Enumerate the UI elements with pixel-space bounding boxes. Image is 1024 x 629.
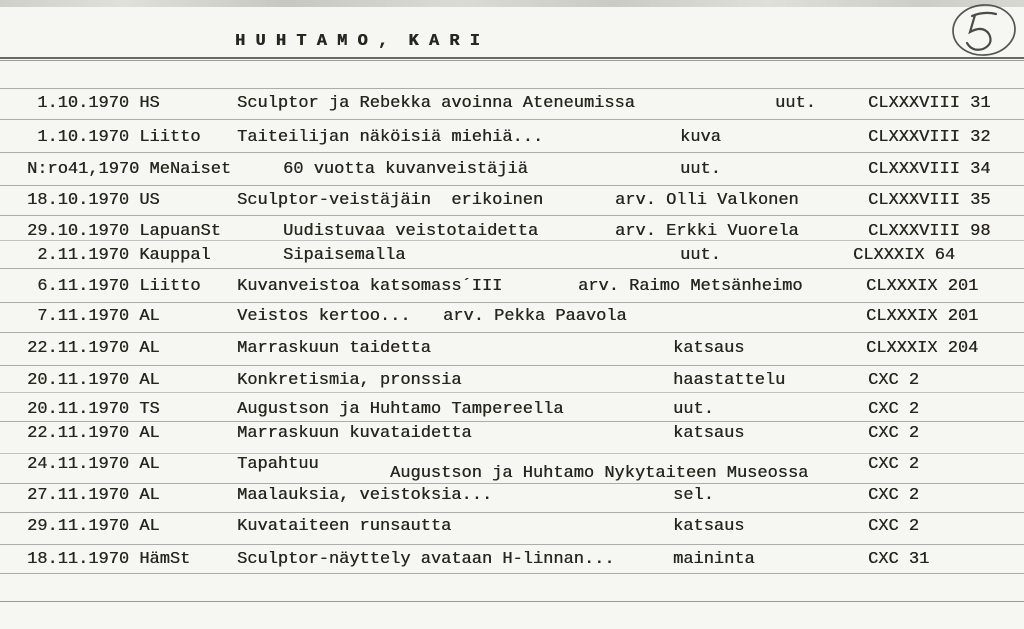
entry-annotation: uut. <box>775 94 816 113</box>
entry-annotation: katsaus <box>673 339 745 358</box>
table-row <box>0 94 1024 114</box>
entry-reference: CXC 2 <box>868 517 920 536</box>
entry-title: Konkretismia, pronssia <box>237 371 462 390</box>
entry-reference: CLXXXIX 204 <box>866 339 979 358</box>
table-row <box>0 222 1024 242</box>
rule-line <box>0 392 1024 393</box>
entry-reference: CXC 31 <box>868 550 930 569</box>
scan-edge-artifact <box>0 0 1024 7</box>
table-row <box>0 455 1024 483</box>
entry-date-source: 2.11.1970 Kauppal <box>27 246 211 265</box>
entry-reference: CXC 2 <box>868 400 920 419</box>
rule-line <box>0 152 1024 153</box>
rule-line <box>0 185 1024 186</box>
title-rule-line-2 <box>0 60 1024 61</box>
entry-title: Sculptor ja Rebekka avoinna Ateneumissa <box>237 94 635 113</box>
rule-line <box>0 88 1024 89</box>
table-row <box>0 128 1024 148</box>
rule-line <box>0 119 1024 120</box>
table-row <box>0 424 1024 444</box>
rule-line <box>0 421 1024 422</box>
entry-date-source: 22.11.1970 AL <box>27 339 160 358</box>
rule-line <box>0 544 1024 545</box>
entry-date-source: 1.10.1970 Liitto <box>27 128 201 147</box>
table-row <box>0 307 1024 327</box>
entry-reference: CLXXXIX 201 <box>866 277 979 296</box>
rule-line <box>0 365 1024 366</box>
entry-date-source: 29.11.1970 AL <box>27 517 160 536</box>
entry-date-source: 20.11.1970 AL <box>27 371 160 390</box>
entry-reference: CLXXXIX 64 <box>853 246 956 265</box>
entry-annotation: katsaus <box>673 424 745 443</box>
entry-title: Kuvanveistoa katsomass´III <box>237 277 503 296</box>
rule-line <box>0 601 1024 602</box>
entry-date-source: 22.11.1970 AL <box>27 424 160 443</box>
entry-reference: CXC 2 <box>868 486 920 505</box>
rule-line <box>0 268 1024 269</box>
entry-annotation: kuva <box>680 128 721 147</box>
table-row <box>0 550 1024 570</box>
title-rule-line <box>0 57 1024 59</box>
entry-title: Veistos kertoo... <box>237 307 411 326</box>
rule-line <box>0 332 1024 333</box>
entry-reference: CLXXXVIII 32 <box>868 128 991 147</box>
entry-annotation: arv. Erkki Vuorela <box>615 222 799 241</box>
entry-annotation: katsaus <box>673 517 745 536</box>
entry-date-source: 20.11.1970 TS <box>27 400 160 419</box>
entry-date-source: 29.10.1970 LapuanSt <box>27 222 221 241</box>
entry-date-source: 24.11.1970 AL <box>27 455 160 474</box>
entry-title: Sculptor-näyttely avataan H-linnan... <box>237 550 615 569</box>
table-row <box>0 277 1024 297</box>
table-row <box>0 339 1024 359</box>
entry-title: Kuvataiteen runsautta <box>237 517 452 536</box>
entry-title: Sculptor-veistäjäin erikoinen <box>237 191 544 210</box>
rule-line <box>0 453 1024 454</box>
entry-title-continued: Augustson ja Huhtamo Nykytaiteen Museossa <box>390 464 809 483</box>
table-row <box>0 246 1024 266</box>
entry-reference: CXC 2 <box>868 371 920 390</box>
entry-annotation: uut. <box>680 246 721 265</box>
entry-annotation: arv. Raimo Metsänheimo <box>578 277 803 296</box>
rule-line <box>0 302 1024 303</box>
entry-title: Tapahtuu <box>237 455 319 474</box>
entry-title: Maalauksia, veistoksia... <box>237 486 493 505</box>
entry-date-source: 27.11.1970 AL <box>27 486 160 505</box>
entry-title: Taiteilijan näköisiä miehiä... <box>237 128 544 147</box>
entry-title: Uudistuvaa veistotaidetta <box>283 222 539 241</box>
entry-date-source: 18.10.1970 US <box>27 191 160 210</box>
entry-reference: CLXXXVIII 35 <box>868 191 991 210</box>
entry-reference: CLXXXIX 201 <box>866 307 979 326</box>
entry-annotation: uut. <box>680 160 721 179</box>
entry-annotation: maininta <box>673 550 755 569</box>
entry-date-source: 7.11.1970 AL <box>27 307 160 326</box>
entry-title: 60 vuotta kuvanveistäjiä <box>283 160 528 179</box>
table-row <box>0 160 1024 180</box>
rule-line <box>0 215 1024 216</box>
table-row <box>0 371 1024 391</box>
entry-date-source: 18.11.1970 HämSt <box>27 550 191 569</box>
entry-date-source: 1.10.1970 HS <box>27 94 160 113</box>
page-title: H U H T A M O , K A R I <box>235 32 480 51</box>
table-row <box>0 517 1024 537</box>
entry-annotation: arv. Olli Valkonen <box>615 191 799 210</box>
entry-reference: CLXXXVIII 31 <box>868 94 991 113</box>
entry-annotation: sel. <box>673 486 714 505</box>
entry-title: Augustson ja Huhtamo Tampereella <box>237 400 564 419</box>
entry-title: Marraskuun taidetta <box>237 339 431 358</box>
entry-annotation: haastattelu <box>673 371 786 390</box>
entry-annotation: arv. Pekka Paavola <box>443 307 627 326</box>
entry-reference: CXC 2 <box>868 455 920 474</box>
entry-title: Marraskuun kuvataidetta <box>237 424 472 443</box>
entry-title: Sipaisemalla <box>283 246 406 265</box>
entry-reference: CLXXXVIII 34 <box>868 160 991 179</box>
table-row <box>0 400 1024 420</box>
rule-line <box>0 483 1024 484</box>
entry-annotation: uut. <box>673 400 714 419</box>
entry-reference: CLXXXVIII 98 <box>868 222 991 241</box>
table-row <box>0 486 1024 506</box>
entry-reference: CXC 2 <box>868 424 920 443</box>
page-number-circle-icon <box>945 2 1023 62</box>
rule-line <box>0 512 1024 513</box>
entry-date-source: 6.11.1970 Liitto <box>27 277 201 296</box>
rule-line <box>0 573 1024 574</box>
entry-date-source: N:ro41,1970 MeNaiset <box>27 160 232 179</box>
table-row <box>0 191 1024 211</box>
